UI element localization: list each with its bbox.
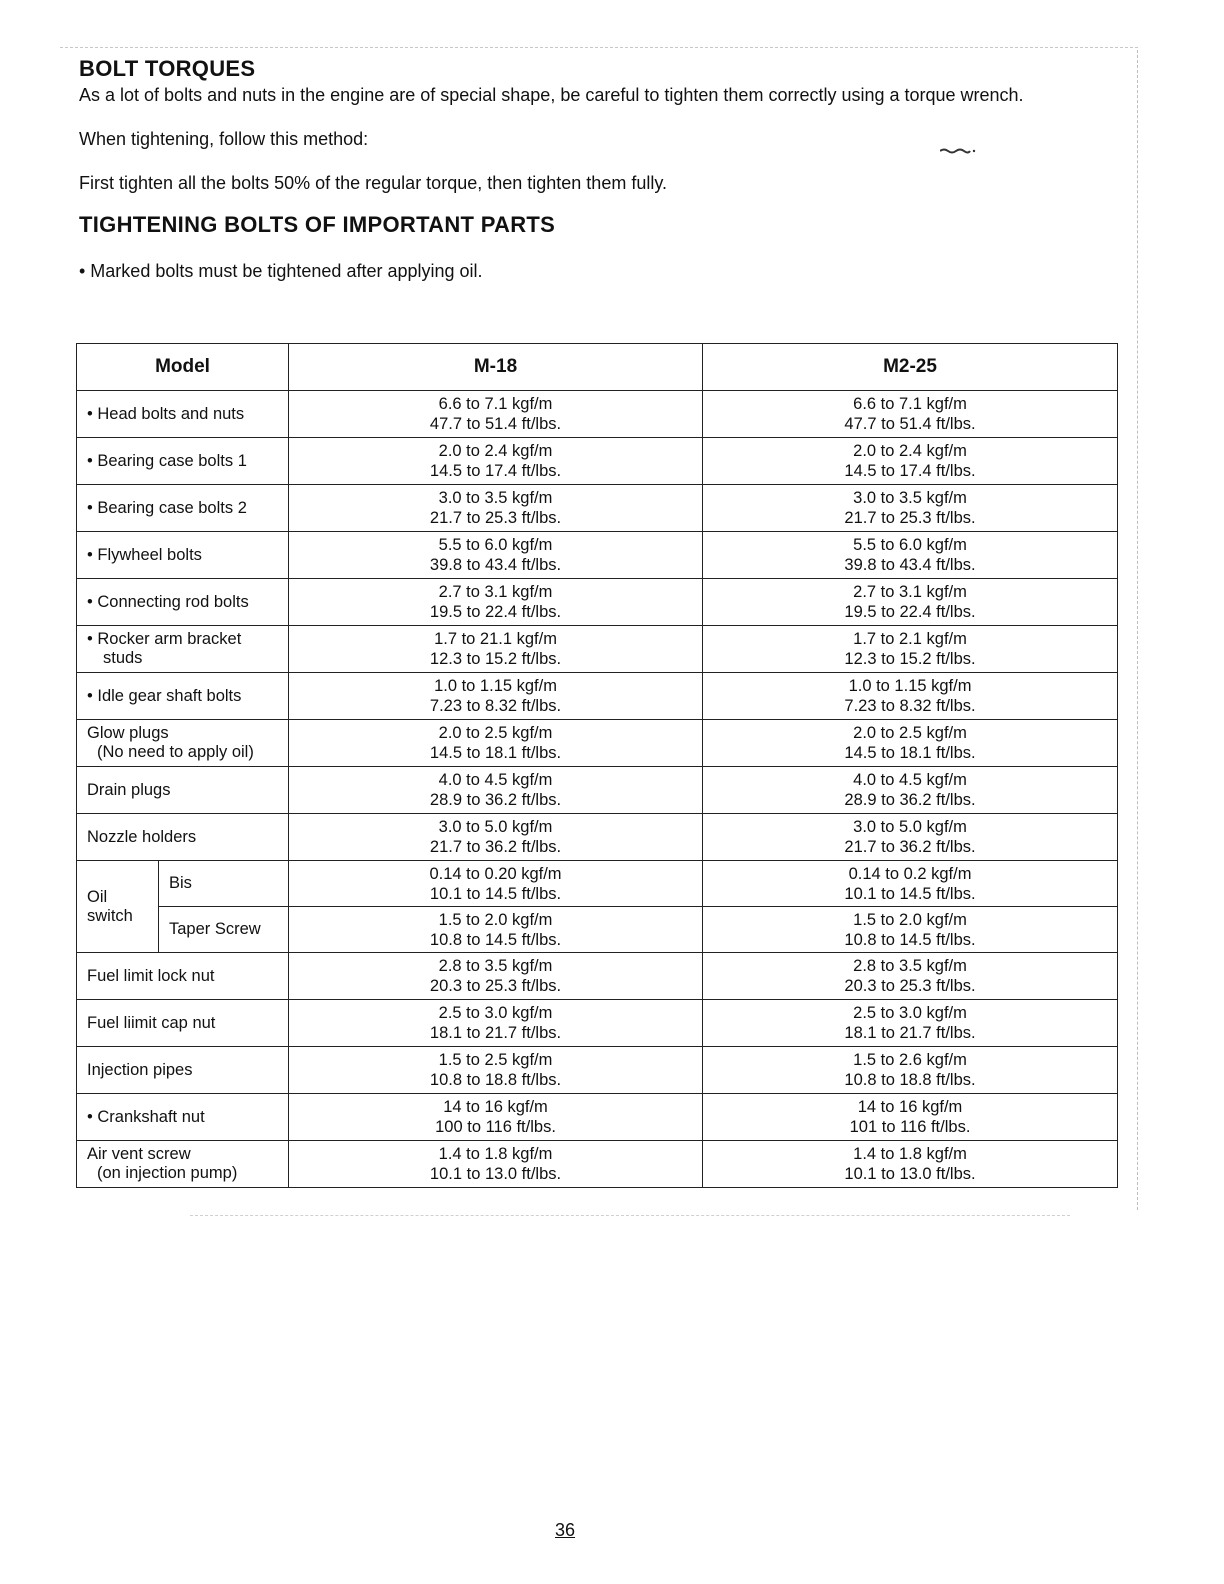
ftlbs-value: 21.7 to 36.2 ft/lbs. xyxy=(429,838,562,856)
row-label-line1: • Bearing case bolts 2 xyxy=(87,498,247,517)
m18-value xyxy=(289,907,703,953)
ftlbs-value: 10.8 to 18.8 ft/lbs. xyxy=(844,1071,976,1089)
ftlbs-value: 21.7 to 25.3 ft/lbs. xyxy=(844,509,976,527)
m18-value xyxy=(289,626,703,673)
oil-switch-label xyxy=(77,861,159,953)
m18-value xyxy=(289,1141,703,1188)
m18-value xyxy=(289,861,703,907)
kgf-value: 2.0 to 2.5 kgf/m xyxy=(853,724,967,742)
kgf-value: 5.5 to 6.0 kgf/m xyxy=(438,536,553,554)
row-label xyxy=(77,532,289,579)
kgf-value: 2.7 to 3.1 kgf/m xyxy=(853,583,967,601)
m18-value xyxy=(289,814,703,861)
row-label-line1: Fuel liimit cap nut xyxy=(87,1013,216,1032)
kgf-value: 0.14 to 0.2 kgf/m xyxy=(848,864,972,883)
m18-value xyxy=(289,767,703,814)
kgf-value: 14 to 16 kgf/m xyxy=(443,1098,548,1116)
m225-value xyxy=(703,1000,1118,1047)
ftlbs-value: 100 to 116 ft/lbs. xyxy=(435,1118,556,1136)
m18-value xyxy=(289,438,703,485)
m18-value xyxy=(289,673,703,720)
ftlbs-value: 14.5 to 18.1 ft/lbs. xyxy=(844,744,976,762)
ftlbs-value: 10.1 to 14.5 ft/lbs. xyxy=(429,884,562,903)
kgf-value: 4.0 to 4.5 kgf/m xyxy=(853,771,967,789)
ftlbs-value: 47.7 to 51.4 ft/lbs. xyxy=(844,415,976,433)
m18-value xyxy=(289,579,703,626)
row-label-line1: Nozzle holders xyxy=(87,827,197,846)
row-label xyxy=(77,1047,289,1094)
kgf-value: 14 to 16 kgf/m xyxy=(857,1098,963,1116)
ftlbs-value: 18.1 to 21.7 ft/lbs. xyxy=(429,1024,562,1042)
ftlbs-value: 14.5 to 18.1 ft/lbs. xyxy=(429,744,562,762)
row-label xyxy=(77,1094,289,1141)
row-label xyxy=(77,438,289,485)
ftlbs-value: 20.3 to 25.3 ft/lbs. xyxy=(429,977,562,995)
table-row-oil-switch-bis xyxy=(77,861,1118,907)
ftlbs-value: 10.8 to 18.8 ft/lbs. xyxy=(429,1071,562,1089)
kgf-value: 1.7 to 21.1 kgf/m xyxy=(434,630,557,648)
table-row-oil-switch-taper xyxy=(77,907,1118,953)
table-row xyxy=(77,1047,1118,1094)
row-label xyxy=(77,720,289,767)
ftlbs-value: 47.7 to 51.4 ft/lbs. xyxy=(429,415,562,433)
row-label-line1: • Head bolts and nuts xyxy=(87,404,245,423)
kgf-value: 2.8 to 3.5 kgf/m xyxy=(438,957,553,975)
ftlbs-value: 101 to 116 ft/lbs. xyxy=(849,1118,971,1136)
ftlbs-value: 39.8 to 43.4 ft/lbs. xyxy=(844,556,976,574)
table-row xyxy=(77,814,1118,861)
page-content xyxy=(79,56,1119,282)
kgf-value: 6.6 to 7.1 kgf/m xyxy=(438,395,553,413)
row-label xyxy=(77,767,289,814)
oil-switch-label-line1: Oil xyxy=(87,887,108,906)
ftlbs-value: 21.7 to 36.2 ft/lbs. xyxy=(844,838,976,856)
scan-edge-top xyxy=(60,47,1138,48)
ftlbs-value: 18.1 to 21.7 ft/lbs. xyxy=(844,1024,976,1042)
kgf-value: 2.5 to 3.0 kgf/m xyxy=(853,1004,967,1022)
m18-value xyxy=(289,1047,703,1094)
scan-edge-bottom xyxy=(190,1215,1070,1216)
ftlbs-value: 19.5 to 22.4 ft/lbs. xyxy=(844,603,976,621)
page-number: 36 xyxy=(555,1520,576,1540)
ftlbs-value: 12.3 to 15.2 ft/lbs. xyxy=(844,650,976,668)
m225-value xyxy=(703,767,1118,814)
m225-value xyxy=(703,907,1118,953)
torque-table xyxy=(76,343,1118,1188)
kgf-value: 1.5 to 2.0 kgf/m xyxy=(853,910,967,929)
row-label-line1: • Bearing case bolts 1 xyxy=(87,451,247,470)
m225-value xyxy=(703,438,1118,485)
table-row xyxy=(77,532,1118,579)
header-m225: M2-25 xyxy=(703,344,1118,391)
table-row xyxy=(77,1141,1118,1188)
row-label-line1: • Idle gear shaft bolts xyxy=(87,686,242,705)
row-label-line1: • Rocker arm bracket xyxy=(87,630,242,648)
row-label-line1: • Connecting rod bolts xyxy=(87,592,249,611)
m225-value xyxy=(703,673,1118,720)
ftlbs-value: 10.8 to 14.5 ft/lbs. xyxy=(429,930,562,949)
kgf-value: 5.5 to 6.0 kgf/m xyxy=(853,536,967,554)
m225-value xyxy=(703,861,1118,907)
table-row xyxy=(77,438,1118,485)
kgf-value: 1.5 to 2.5 kgf/m xyxy=(438,1051,553,1069)
kgf-value: 2.0 to 2.5 kgf/m xyxy=(438,724,553,742)
method-paragraph: When tightening, follow this method: xyxy=(79,129,369,149)
table-row xyxy=(77,485,1118,532)
m18-value xyxy=(289,485,703,532)
row-label-line1: Injection pipes xyxy=(87,1060,193,1079)
row-label xyxy=(77,673,289,720)
ftlbs-value: 28.9 to 36.2 ft/lbs. xyxy=(844,791,976,809)
ftlbs-value: 10.1 to 13.0 ft/lbs. xyxy=(429,1165,562,1183)
kgf-value: 1.0 to 1.15 kgf/m xyxy=(848,677,972,695)
row-label xyxy=(77,1141,289,1188)
m18-value xyxy=(289,391,703,438)
heading-tightening-bolts: TIGHTENING BOLTS OF IMPORTANT PARTS xyxy=(79,212,556,237)
ftlbs-value: 7.23 to 8.32 ft/lbs. xyxy=(844,697,976,715)
table-row xyxy=(77,626,1118,673)
table-row xyxy=(77,1000,1118,1047)
kgf-value: 2.8 to 3.5 kgf/m xyxy=(853,957,967,975)
table-row xyxy=(77,391,1118,438)
m225-value xyxy=(703,720,1118,767)
kgf-value: 3.0 to 3.5 kgf/m xyxy=(853,489,967,507)
row-label xyxy=(77,1000,289,1047)
m225-value xyxy=(703,391,1118,438)
row-label xyxy=(77,485,289,532)
m225-value xyxy=(703,1047,1118,1094)
kgf-value: 0.14 to 0.20 kgf/m xyxy=(429,864,562,883)
header-model: Model xyxy=(77,344,289,391)
table-row xyxy=(77,953,1118,1000)
oil-note: • Marked bolts must be tightened after applying oil. xyxy=(79,261,483,281)
row-label xyxy=(77,953,289,1000)
row-label xyxy=(77,579,289,626)
m18-value xyxy=(289,1094,703,1141)
row-label-line2: (on injection pump) xyxy=(97,1164,238,1182)
row-label: Bis xyxy=(159,861,289,907)
table-row xyxy=(77,579,1118,626)
m18-value xyxy=(289,953,703,1000)
table-row xyxy=(77,767,1118,814)
m225-value xyxy=(703,532,1118,579)
table-row xyxy=(77,673,1118,720)
m225-value xyxy=(703,626,1118,673)
intro-paragraph: As a lot of bolts and nuts in the engine are of special shape, be careful to tighten them correctly using a torque wrench. xyxy=(79,85,1024,105)
m18-value xyxy=(289,532,703,579)
kgf-value: 2.5 to 3.0 kgf/m xyxy=(438,1004,553,1022)
m225-value xyxy=(703,953,1118,1000)
ftlbs-value: 20.3 to 25.3 ft/lbs. xyxy=(844,977,976,995)
row-label-line2: studs xyxy=(103,649,143,667)
row-label-line1: Air vent screw xyxy=(87,1145,191,1163)
heading-bolt-torques: BOLT TORQUES xyxy=(79,56,256,81)
row-label xyxy=(77,391,289,438)
ftlbs-value: 10.1 to 13.0 ft/lbs. xyxy=(844,1165,976,1183)
row-label xyxy=(77,626,289,673)
ftlbs-value: 12.3 to 15.2 ft/lbs. xyxy=(429,650,562,668)
kgf-value: 2.0 to 2.4 kgf/m xyxy=(853,442,967,460)
kgf-value: 3.0 to 5.0 kgf/m xyxy=(853,818,967,836)
oil-switch-label-line2: switch xyxy=(87,906,133,925)
m225-value xyxy=(703,579,1118,626)
header-m18: M-18 xyxy=(289,344,703,391)
m18-value xyxy=(289,720,703,767)
row-label xyxy=(77,814,289,861)
ftlbs-value: 14.5 to 17.4 ft/lbs. xyxy=(844,462,976,480)
kgf-value: 3.0 to 5.0 kgf/m xyxy=(438,818,553,836)
kgf-value: 1.4 to 1.8 kgf/m xyxy=(853,1145,967,1163)
ftlbs-value: 21.7 to 25.3 ft/lbs. xyxy=(429,509,562,527)
ftlbs-value: 7.23 to 8.32 ft/lbs. xyxy=(429,697,562,715)
ftlbs-value: 28.9 to 36.2 ft/lbs. xyxy=(429,791,562,809)
m225-value xyxy=(703,814,1118,861)
table-row xyxy=(77,1094,1118,1141)
kgf-value: 1.5 to 2.0 kgf/m xyxy=(438,910,553,929)
scan-edge-right xyxy=(1137,50,1138,1210)
kgf-value: 3.0 to 3.5 kgf/m xyxy=(438,489,553,507)
m225-value xyxy=(703,1141,1118,1188)
ftlbs-value: 39.8 to 43.4 ft/lbs. xyxy=(429,556,562,574)
row-label-line1: Glow plugs xyxy=(87,724,169,742)
kgf-value: 4.0 to 4.5 kgf/m xyxy=(438,771,553,789)
kgf-value: 2.0 to 2.4 kgf/m xyxy=(438,442,553,460)
kgf-value: 1.5 to 2.6 kgf/m xyxy=(853,1051,967,1069)
first-step-paragraph: First tighten all the bolts 50% of the regular torque, then tighten them fully. xyxy=(79,173,667,193)
kgf-value: 6.6 to 7.1 kgf/m xyxy=(853,395,967,413)
row-label-line1: • Flywheel bolts xyxy=(87,545,202,564)
ftlbs-value: 14.5 to 17.4 ft/lbs. xyxy=(429,462,562,480)
row-label-line1: • Crankshaft nut xyxy=(87,1107,205,1126)
m18-value xyxy=(289,1000,703,1047)
kgf-value: 1.7 to 2.1 kgf/m xyxy=(853,630,967,648)
ftlbs-value: 10.8 to 14.5 ft/lbs. xyxy=(844,930,976,949)
row-label-line1: Fuel limit lock nut xyxy=(87,966,215,985)
m225-value xyxy=(703,485,1118,532)
ftlbs-value: 19.5 to 22.4 ft/lbs. xyxy=(429,603,562,621)
kgf-value: 1.4 to 1.8 kgf/m xyxy=(438,1145,553,1163)
kgf-value: 2.7 to 3.1 kgf/m xyxy=(438,583,553,601)
m225-value xyxy=(703,1094,1118,1141)
row-label-line1: Drain plugs xyxy=(87,780,171,799)
row-label: Taper Screw xyxy=(159,907,289,953)
row-label-line2: (No need to apply oil) xyxy=(97,743,254,761)
table-row xyxy=(77,720,1118,767)
ftlbs-value: 10.1 to 14.5 ft/lbs. xyxy=(844,884,976,903)
kgf-value: 1.0 to 1.15 kgf/m xyxy=(434,677,557,695)
